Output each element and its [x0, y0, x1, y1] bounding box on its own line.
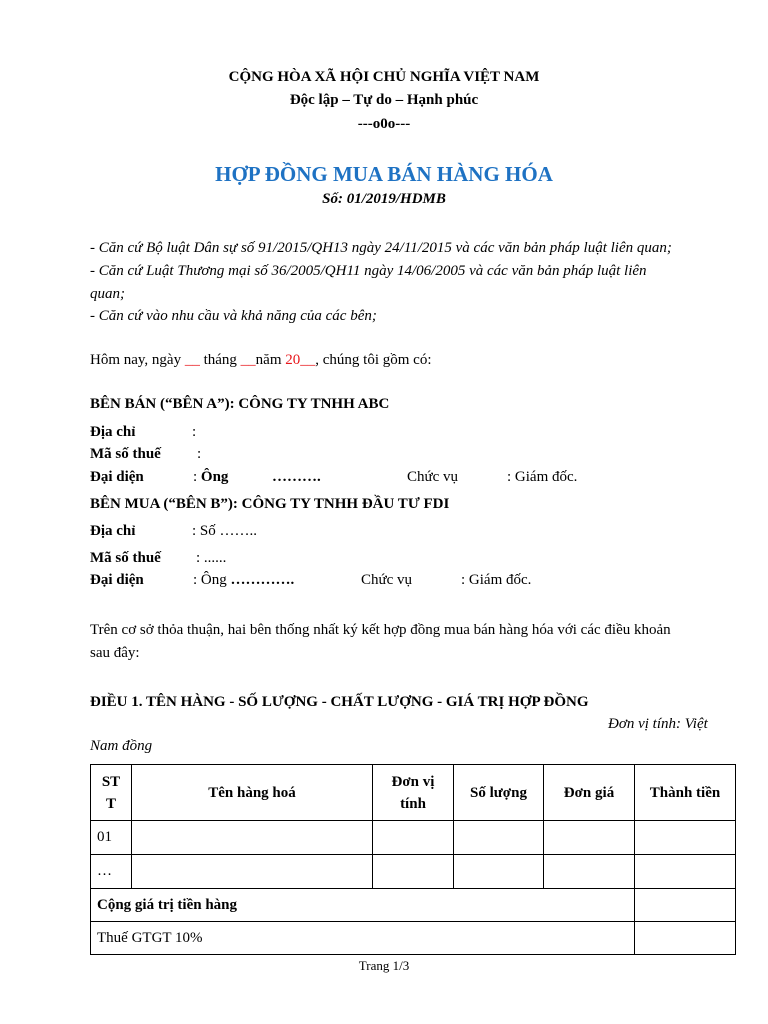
day-blank: __: [184, 352, 200, 368]
date-text-1: Hôm nay, ngày: [90, 352, 185, 368]
buyer-position-label: Chức vụ: [361, 572, 413, 588]
seller-rep-label: Đại diện: [90, 469, 144, 485]
row-1-quantity: [454, 821, 544, 855]
date-text-3: năm: [255, 352, 286, 368]
legal-basis-line-3: - Căn cứ vào nhu cầu và khả năng của các bên;: [90, 308, 377, 324]
buyer-rep-prefix: : Ông: [193, 572, 231, 588]
col-header-price: Đơn giá: [544, 765, 635, 821]
col-header-quantity: Số lượng: [454, 765, 544, 821]
seller-rep-title: Ông: [200, 469, 229, 485]
buyer-heading: BÊN MUA (“BÊN B”): CÔNG TY TNHH ĐẦU TƯ FDI: [90, 496, 450, 512]
row-2-name: [132, 855, 373, 889]
table-row: [91, 855, 736, 889]
row-1-amount: [635, 821, 736, 855]
buyer-tax-value: : ......: [196, 550, 227, 566]
col-header-amount: Thành tiền: [635, 765, 736, 821]
vat-label: Thuế GTGT 10%: [91, 922, 635, 955]
buyer-rep-name: ………….: [230, 572, 295, 588]
seller-heading: BÊN BÁN (“BÊN A”): CÔNG TY TNHH ABC: [90, 396, 390, 412]
row-2-price: [544, 855, 635, 889]
row-2-unit: [373, 855, 454, 889]
table-row: [91, 821, 736, 855]
contract-number: Số: 01/2019/HDMB: [322, 191, 446, 207]
goods-table: [90, 764, 736, 955]
date-line: [90, 352, 432, 369]
seller-rep-value: [193, 469, 228, 486]
col-header-stt-a: ST: [101, 773, 121, 790]
seller-position-label: Chức vụ: [407, 469, 459, 485]
buyer-rep-value: [193, 572, 294, 589]
vat-row: [91, 922, 736, 955]
subtotal-label: Cộng giá trị tiền hàng: [91, 889, 635, 922]
month-blank: __: [240, 352, 256, 368]
col-header-name: Tên hàng hoá: [132, 765, 373, 821]
buyer-address-value: : Số ……..: [192, 523, 258, 539]
legal-basis-line-2-cont: quan;: [90, 286, 125, 302]
row-1-price: [544, 821, 635, 855]
row-2-amount: [635, 855, 736, 889]
date-text-4: , chúng tôi gồm có:: [315, 352, 432, 368]
col-header-unit-a: Đơn vị: [391, 773, 435, 790]
seller-rep-prefix: :: [193, 469, 201, 485]
date-text-2: tháng: [199, 352, 241, 368]
buyer-rep-label: Đại diện: [90, 572, 144, 588]
header-divider: ---o0o---: [357, 116, 411, 132]
buyer-tax-label: Mã số thuế: [90, 550, 161, 566]
legal-basis-line-1: - Căn cứ Bộ luật Dân sự số 91/2015/QH13 ngày 24/11/2015 và các văn bản pháp luật liên quan;: [90, 240, 672, 256]
buyer-address-label: Địa chỉ: [90, 523, 136, 539]
seller-rep-name: ……….: [272, 469, 321, 485]
table-header-row: [91, 765, 736, 821]
year-blank: 20__: [285, 352, 316, 368]
currency-unit-line-2: Nam đồng: [90, 738, 153, 754]
agreement-line-1: Trên cơ sở thỏa thuận, hai bên thống nhất ký kết hợp đồng mua bán hàng hóa với các điều khoản: [90, 622, 671, 638]
vat-value: [635, 922, 736, 955]
article-1-heading: ĐIỀU 1. TÊN HÀNG - SỐ LƯỢNG - CHẤT LƯỢNG - GIÁ TRỊ HỢP ĐỒNG: [90, 694, 589, 710]
seller-address-label: Địa chỉ: [90, 424, 136, 440]
seller-address-value: :: [192, 424, 197, 440]
col-header-unit: [373, 765, 454, 821]
contract-title: HỢP ĐỒNG MUA BÁN HÀNG HÓA: [215, 162, 553, 186]
col-header-stt: [91, 765, 132, 821]
agreement-line-2: sau đây:: [90, 645, 140, 661]
buyer-position-value: : Giám đốc.: [461, 572, 532, 588]
seller-tax-value: :: [197, 446, 202, 462]
row-1-name: [132, 821, 373, 855]
seller-tax-label: Mã số thuế: [90, 446, 161, 462]
subtotal-row: [91, 889, 736, 922]
row-2-quantity: [454, 855, 544, 889]
national-title: CỘNG HÒA XÃ HỘI CHỦ NGHĨA VIỆT NAM: [228, 69, 540, 85]
row-2-stt: …: [91, 855, 132, 889]
currency-unit-line-1: Đơn vị tính: Việt: [608, 716, 708, 732]
seller-position-value: : Giám đốc.: [507, 469, 578, 485]
subtotal-value: [635, 889, 736, 922]
page-number: Trang 1/3: [358, 958, 410, 973]
legal-basis-line-2: - Căn cứ Luật Thương mại số 36/2005/QH11 ngày 14/06/2005 và các văn bản pháp luật liên: [90, 263, 647, 279]
row-1-unit: [373, 821, 454, 855]
row-1-stt: 01: [91, 821, 132, 855]
col-header-stt-b: T: [105, 795, 116, 812]
col-header-unit-b: tính: [400, 795, 426, 812]
national-motto: Độc lập – Tự do – Hạnh phúc: [289, 92, 479, 108]
